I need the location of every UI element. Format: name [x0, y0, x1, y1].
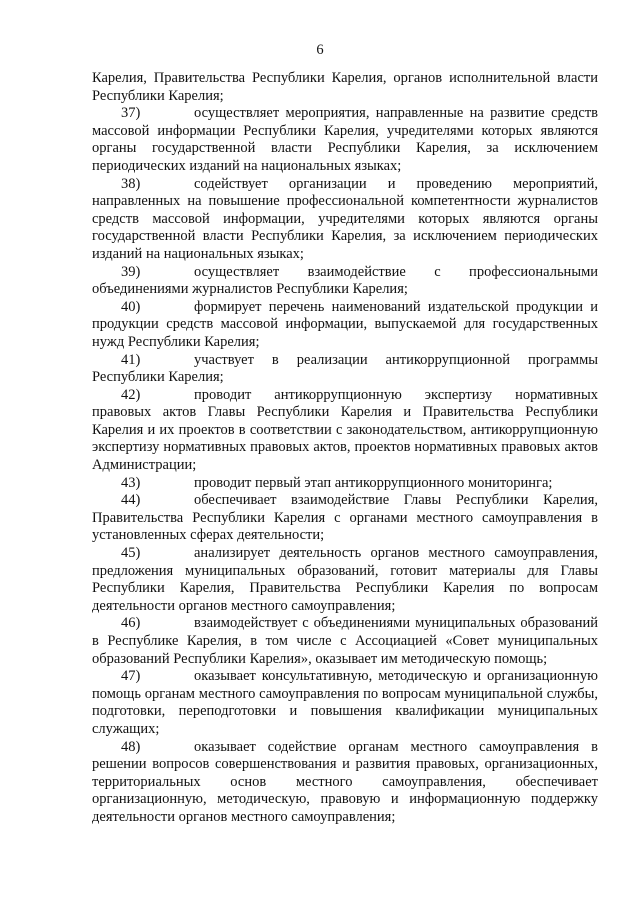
list-item-43 — [92, 475, 598, 493]
item-text: осуществляет мероприятия, направленные на развитие средств массовой информации Республики Карелия, учредителями которых являются органы государственной власти Республики Карелия, за исключением периодических изданий на национальных языках; — [92, 105, 598, 174]
item-number: 47) — [121, 668, 141, 685]
page-number: 6 — [316, 42, 324, 58]
item-number: 43) — [121, 474, 141, 491]
item-text: обеспечивает взаимодействие Главы Республики Карелия, Правительства Республики Карелия с органами местного самоуправления в установленных сферах деятельности; — [92, 492, 598, 544]
list-item-41 — [92, 352, 598, 387]
item-number: 48) — [121, 738, 141, 755]
list-item-45 — [92, 545, 598, 615]
list-item-44 — [92, 492, 598, 545]
list-item-37 — [92, 105, 598, 175]
item-text: анализирует деятельность органов местного самоуправления, предложения муниципальных образований, готовит материалы для Главы Республики Карелия, Правительства Республики Карелия по вопросам деятельности органов местного самоуправления; — [92, 545, 598, 614]
item-number: 45) — [121, 545, 141, 562]
item-text: содействует организации и проведению мероприятий, направленных на повышение профессиональной компетентности журналистов средств массовой информации, учредителями которых являются органы государственной власти Республики Карелия, за исключением периодических изданий на национальных языках; — [92, 175, 598, 262]
item-text: оказывает содействие органам местного самоуправления в решении вопросов совершенствования и развития правовых, организационных, территориальных основ местного самоуправления, обеспечивает организационную, методическую, правовую и информационную поддержку деятельности органов местного самоуправления; — [92, 738, 598, 825]
item-text: формирует перечень наименований издательской продукции и продукции средств массовой информации, выпускаемой для государственных нужд Республики Карелия; — [92, 298, 598, 350]
item-text: проводит первый этап антикоррупционного мониторинга; — [194, 474, 553, 491]
item-number: 46) — [121, 615, 141, 632]
item-text: участвует в реализации антикоррупционной программы Республики Карелия; — [92, 351, 598, 386]
item-number: 44) — [121, 492, 141, 509]
item-number: 41) — [121, 351, 141, 368]
item-text: взаимодействует с объединениями муниципальных образований в Республике Карелия, в том числе с Ассоциацией «Совет муниципальных образований Республики Карелия», оказывает им методическую помощь; — [92, 615, 598, 667]
list-item-48 — [92, 739, 598, 827]
item-number: 38) — [121, 175, 141, 192]
list-item-47 — [92, 668, 598, 738]
list-item-46 — [92, 615, 598, 668]
intro-paragraph: Карелия, Правительства Республики Карелия, органов исполнительной власти Республики Карелия; — [92, 70, 598, 104]
item-text: оказывает консультативную, методическую и организационную помощь органам местного самоуправления по вопросам муниципальной службы, подготовки, переподготовки и повышения квалификации муниципальных служащих; — [92, 668, 598, 737]
list-item-38 — [92, 176, 598, 264]
item-text: осуществляет взаимодействие с профессиональными объединениями журналистов Республики Карелия; — [92, 263, 598, 298]
item-number: 40) — [121, 298, 141, 315]
item-number: 37) — [121, 105, 141, 122]
item-number: 42) — [121, 386, 141, 403]
item-text: проводит антикоррупционную экспертизу нормативных правовых актов Главы Республики Карелия и Правительства Республики Карелия и их проектов в соответствии с законодательством, антикоррупционную экспертизу нормативных правовых актов, проектов нормативных правовых актов Администрации; — [92, 386, 598, 474]
list-item-40 — [92, 299, 598, 352]
item-number: 39) — [121, 263, 141, 280]
list-item-39 — [92, 264, 598, 299]
document-body — [92, 70, 598, 827]
list-item-42 — [92, 387, 598, 475]
